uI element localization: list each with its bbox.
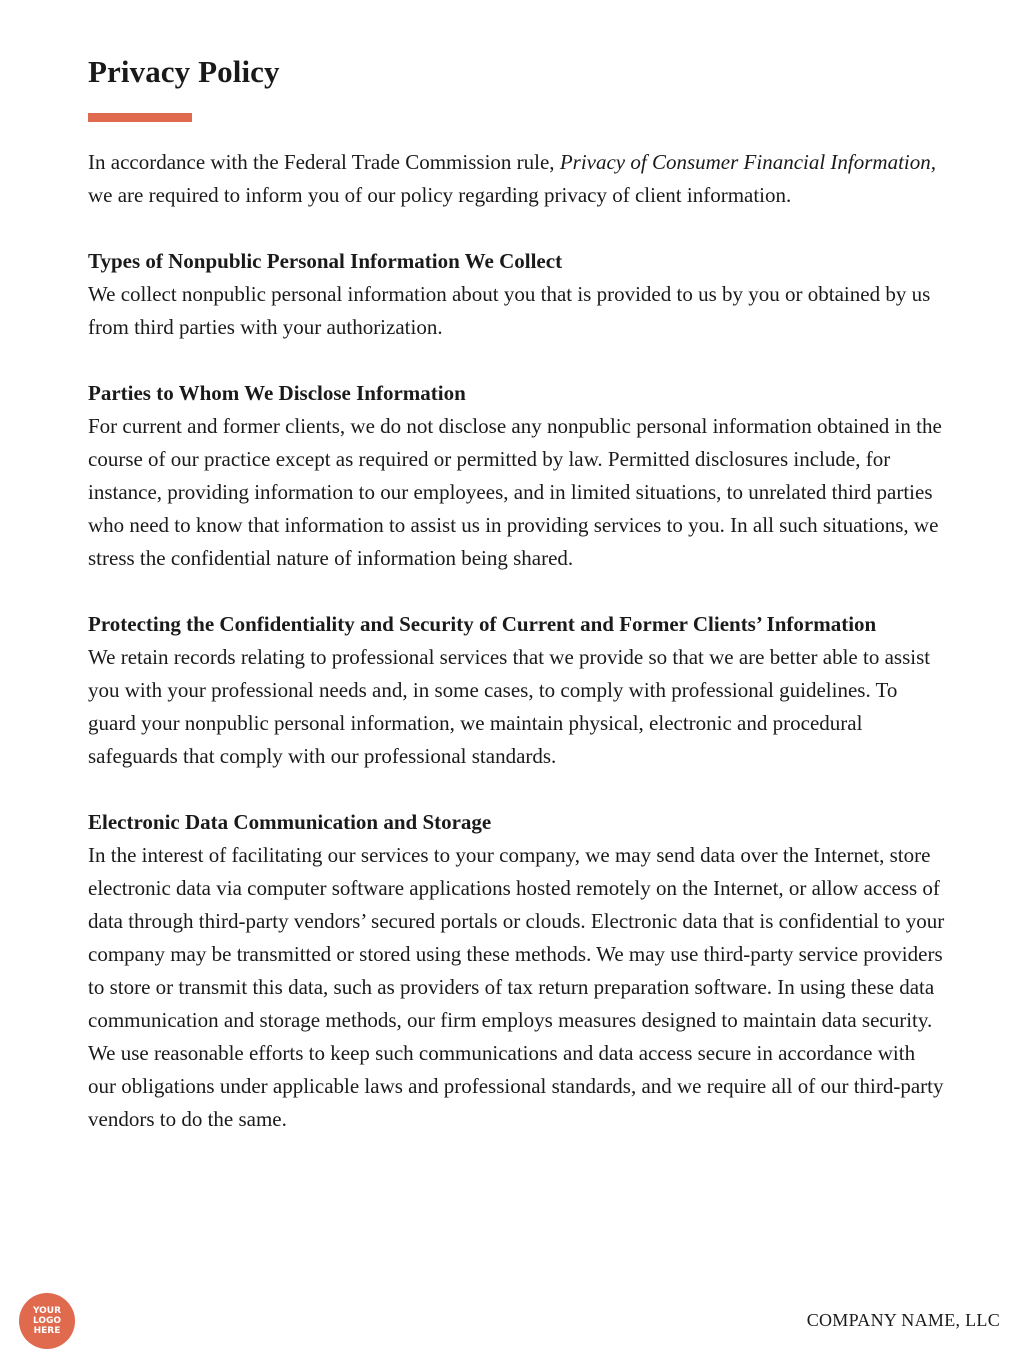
intro-suffix: we are required to inform you of our policy regarding privacy of client information. — [88, 183, 792, 207]
section-disclosure-parties — [88, 377, 948, 575]
section-information-collected — [88, 245, 948, 344]
section-body: We collect nonpublic personal information about you that is provided to us by you or obtained by us from third parties with your authorization. — [88, 282, 931, 339]
section-confidentiality-security — [88, 608, 948, 773]
title-accent-rule — [88, 113, 192, 122]
section-body: We retain records relating to professional services that we provide so that we are better able to assist you with your professional needs and, in some cases, to comply with professional guidelines. To guard your nonpublic personal information, we maintain physical, electronic and procedural safeguards that comply with our professional standards. — [88, 645, 931, 768]
footer-company-name: COMPANY NAME, LLC — [806, 1310, 1000, 1330]
section-body: For current and former clients, we do not disclose any nonpublic personal information obtained in the course of our practice except as required or permitted by law. Permitted disclosures include, for instance, providing information to our employees, and in limited situations, to unrelated third parties who need to know that information to assist us in providing services to you. In all such situations, we stress the confidential nature of information being shared. — [88, 414, 942, 570]
section-heading: Electronic Data Communication and Storage — [88, 810, 492, 834]
company-logo: YOUR LOGO HERE — [19, 1293, 75, 1349]
document-body — [88, 146, 948, 1136]
page-title: Privacy Policy — [88, 54, 280, 89]
section-heading: Types of Nonpublic Personal Information We Collect — [88, 249, 563, 273]
section-heading: Protecting the Confidentiality and Security of Current and Former Clients’ Information — [88, 612, 877, 636]
section-electronic-data — [88, 806, 948, 1136]
intro-rule-name: Privacy of Consumer Financial Information, — [559, 150, 937, 174]
intro-prefix: In accordance with the Federal Trade Commission rule, — [88, 150, 560, 174]
intro-paragraph — [88, 146, 948, 212]
section-heading: Parties to Whom We Disclose Information — [88, 381, 466, 405]
section-body: In the interest of facilitating our services to your company, we may send data over the Internet, store electronic data via computer software applications hosted remotely on the Internet, or allow access of data through third-party vendors’ secured portals or clouds. Electronic data that is confidential to your company may be transmitted or stored using these methods. We may use third-party service providers to store or transmit this data, such as providers of tax return preparation software. In using these data communication and storage methods, our firm employs measures designed to maintain data security. We use reasonable efforts to keep such communications and data access secure in accordance with our obligations under applicable laws and professional standards, and we require all of our third-party vendors to do the same. — [88, 843, 945, 1131]
